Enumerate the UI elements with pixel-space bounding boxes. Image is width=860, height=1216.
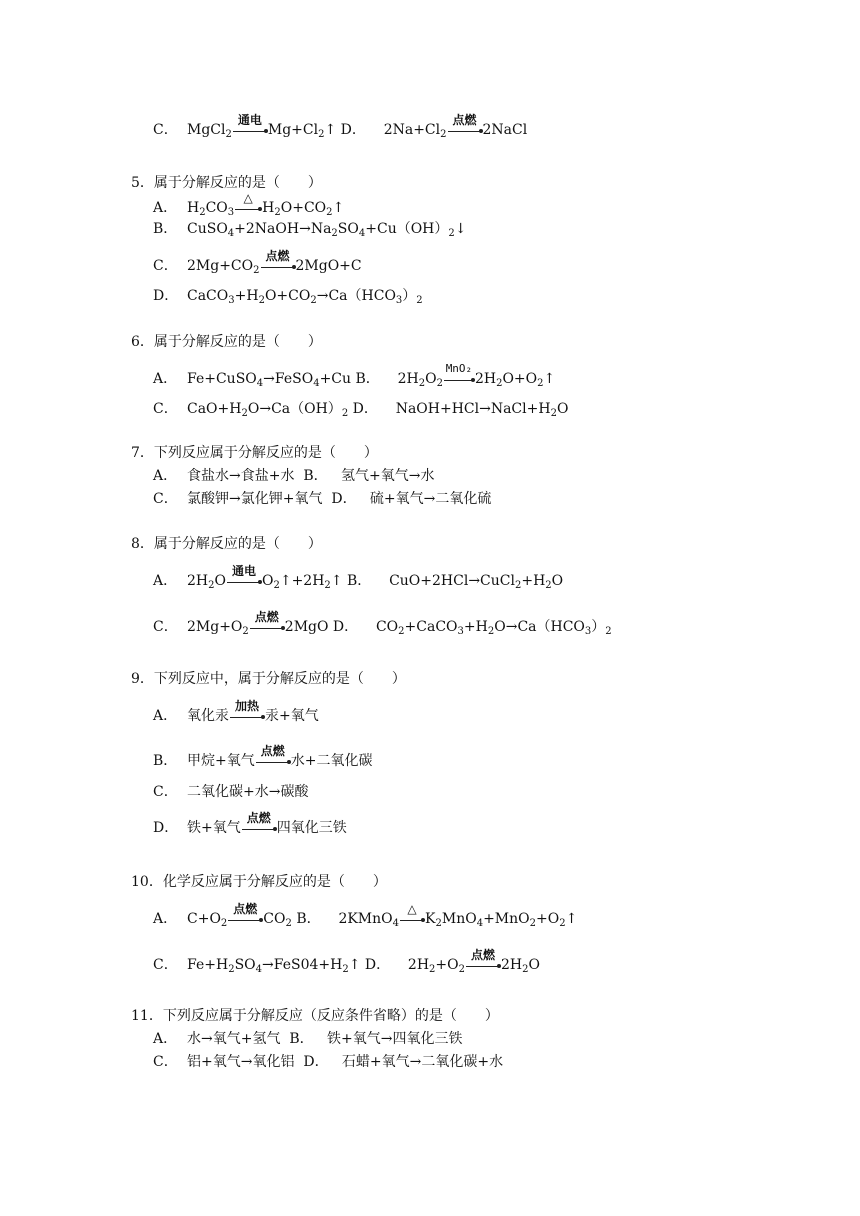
q4-option-c-d: C． MgCl$_2$ 通电 $Mg+Cl_2↑$ D． $2Na+Cl_2$ 点燃 2NaCl [153,113,528,140]
reaction-arrow: △ [399,909,425,927]
q10-option-a-b: A． $C+O_2$ 点燃 $CO_2$ B． 2KMnO$_4$ △ $K_2MnO_4+MnO_2+O_2↑$ [153,902,578,929]
reaction-arrow: 点燃 [260,256,296,274]
reaction-arrow: 点燃 [249,617,285,635]
reaction-arrow: 点燃 [255,751,291,769]
q11-options-c-d: C． 铝+氧气→氧化铝 D． 石蜡+氧气→二氧化碳+水 [153,1054,504,1070]
q11-stem: 11．下列反应属于分解反应（反应条件省略）的是（ ） [131,1008,499,1024]
reaction-arrow: 通电 [232,120,268,138]
q5-stem: 5．属于分解反应的是（ ） [131,175,322,191]
reaction-arrow: 点燃 [241,818,277,836]
q9-option-a: A． 氧化汞 加热 汞+氧气 [153,699,319,724]
q8-option-a-b: A． $2H_2O$ 通电 $O_2↑+2H_2↑$ B． $CuO+2HCl\to CuCl_2+H_2O$ [153,564,564,591]
reaction-arrow: 通电 [226,571,262,589]
q5-option-b: B． $CuSO_4+2NaOH\to Na_2SO_4+Cu(OH)_2↓$ [153,221,467,239]
q8-stem: 8．属于分解反应的是（ ） [131,536,322,552]
reaction-arrow: 加热 [229,706,265,724]
q6-option-c-d: C． $CaO+H_2O\to Ca(OH)_2$ D． $NaOH+HCl\to NaCl+H_2O$ [153,401,569,419]
reaction-arrow: △ [234,198,262,216]
reaction-arrow: MnO₂ [443,369,475,387]
q9-option-b: B． 甲烷+氧气 点燃 水+二氧化碳 [153,744,373,769]
q10-option-c-d: C． $Fe+H_2SO_4\to FeS04+H_2↑$ D． $2H_2+O_2$ 点燃 $2H_2O$ [153,948,540,975]
q5-option-d: D． $CaCO_3+H_2O+CO_2\to Ca(HCO_3)_2$ [153,288,423,306]
q8-option-c-d: C． $2Mg+O_2$ 点燃 2MgO D． $CO_2+CaCO_3+H_2O\to Ca(HCO_3)_2$ [153,610,612,637]
reaction-arrow: 点燃 [447,120,483,138]
q6-stem: 6．属于分解反应的是（ ） [131,334,322,350]
q7-stem: 7．下列反应属于分解反应的是（ ） [131,445,378,461]
q9-stem: 9．下列反应中，属于分解反应的是（ ） [131,671,406,687]
q5-option-c: C． $2Mg+CO_2$ 点燃 2MgO+C [153,249,362,276]
reaction-arrow: 点燃 [227,909,263,927]
q5-option-a: A． $H_2CO_3$ △ $H_2O+CO_2↑$ [153,191,345,218]
q9-option-d: D． 铁+氧气 点燃 四氧化三铁 [153,811,347,836]
q7-options-c-d: C． 氯酸钾→氯化钾+氧气 D． 硫+氧气→二氧化硫 [153,491,492,507]
q11-options-a-b: A． 水→氧气+氢气 B． 铁+氧气→四氧化三铁 [153,1031,463,1047]
q7-options-a-b: A． 食盐水→食盐+水 B． 氢气+氧气→水 [153,468,435,484]
reaction-arrow: 点燃 [465,955,501,973]
q9-option-c: C． 二氧化碳+水→碳酸 [153,784,309,800]
q6-option-a-b: A． Fe+CuSO$_4$→FeSO$_4$+Cu B． $2H_2O_2$ MnO₂ $2H_2O+O_2↑$ [153,362,556,389]
q10-stem: 10．化学反应属于分解反应的是（ ） [131,874,387,890]
